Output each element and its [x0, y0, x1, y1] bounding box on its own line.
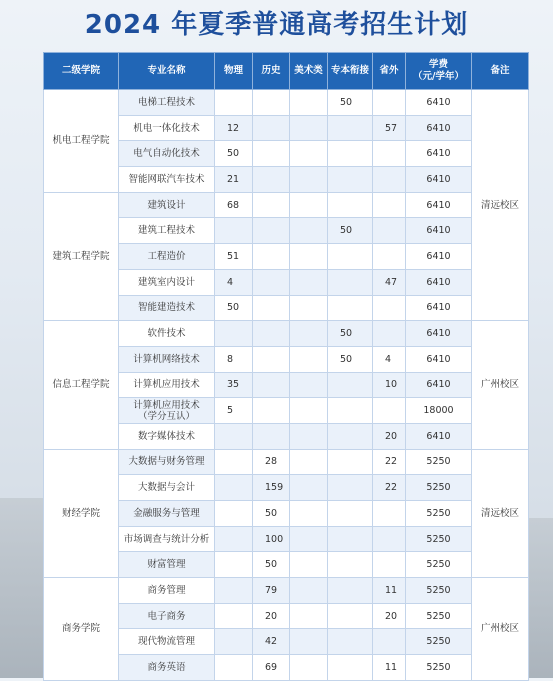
- history-cell: [253, 218, 290, 244]
- transfer-cell: [328, 192, 373, 218]
- outside-cell: 57: [373, 115, 406, 141]
- transfer-cell: [328, 372, 373, 398]
- history-cell: [253, 372, 290, 398]
- physics-cell: [215, 552, 253, 578]
- art-cell: [290, 295, 328, 321]
- table-row: [44, 578, 529, 604]
- history-cell: 50: [253, 501, 290, 527]
- outside-cell: 11: [373, 578, 406, 604]
- physics-cell: [215, 578, 253, 604]
- campus-note-cell: 广州校区: [472, 321, 529, 449]
- outside-cell: [373, 398, 406, 424]
- header-college: 二级学院: [44, 53, 119, 90]
- outside-cell: 11: [373, 655, 406, 681]
- physics-cell: [215, 603, 253, 629]
- outside-cell: [373, 218, 406, 244]
- fee-cell: 18000: [406, 398, 472, 424]
- physics-cell: [215, 449, 253, 475]
- art-cell: [290, 655, 328, 681]
- physics-cell: [215, 218, 253, 244]
- history-cell: [253, 346, 290, 372]
- major-cell: 建筑设计: [119, 192, 215, 218]
- history-cell: 79: [253, 578, 290, 604]
- physics-cell: [215, 475, 253, 501]
- history-cell: [253, 192, 290, 218]
- transfer-cell: [328, 115, 373, 141]
- history-cell: 159: [253, 475, 290, 501]
- header-physics: 物理: [215, 53, 253, 90]
- college-cell: 财经学院: [44, 449, 119, 577]
- campus-note-cell: 广州校区: [472, 578, 529, 681]
- fee-cell: 5250: [406, 603, 472, 629]
- art-cell: [290, 346, 328, 372]
- major-cell: 机电一体化技术: [119, 115, 215, 141]
- major-cell: 现代物流管理: [119, 629, 215, 655]
- fee-cell: 6410: [406, 141, 472, 167]
- art-cell: [290, 398, 328, 424]
- fee-cell: 5250: [406, 629, 472, 655]
- transfer-cell: 50: [328, 90, 373, 116]
- history-cell: 20: [253, 603, 290, 629]
- art-cell: [290, 141, 328, 167]
- history-cell: 42: [253, 629, 290, 655]
- college-cell: 商务学院: [44, 578, 119, 681]
- outside-cell: [373, 90, 406, 116]
- art-cell: [290, 629, 328, 655]
- outside-cell: [373, 244, 406, 270]
- transfer-cell: [328, 244, 373, 270]
- outside-cell: [373, 501, 406, 527]
- fee-cell: 5250: [406, 449, 472, 475]
- outside-cell: 47: [373, 269, 406, 295]
- outside-cell: [373, 295, 406, 321]
- major-cell: 市场调查与统计分析: [119, 526, 215, 552]
- major-cell: 智能建造技术: [119, 295, 215, 321]
- header-history: 历史: [253, 53, 290, 90]
- major-cell: 商务管理: [119, 578, 215, 604]
- fee-cell: 5250: [406, 475, 472, 501]
- major-cell: 数字媒体技术: [119, 423, 215, 449]
- table-row: [44, 449, 529, 475]
- outside-cell: 20: [373, 423, 406, 449]
- major-cell: 工程造价: [119, 244, 215, 270]
- history-cell: [253, 321, 290, 347]
- outside-cell: 10: [373, 372, 406, 398]
- fee-cell: 5250: [406, 526, 472, 552]
- physics-cell: 50: [215, 141, 253, 167]
- history-cell: [253, 423, 290, 449]
- history-cell: [253, 141, 290, 167]
- outside-cell: [373, 629, 406, 655]
- fee-cell: 6410: [406, 90, 472, 116]
- header-outside: 省外: [373, 53, 406, 90]
- fee-cell: 6410: [406, 321, 472, 347]
- college-cell: 机电工程学院: [44, 90, 119, 193]
- transfer-cell: [328, 398, 373, 424]
- transfer-cell: [328, 141, 373, 167]
- transfer-cell: [328, 269, 373, 295]
- fee-cell: 6410: [406, 372, 472, 398]
- art-cell: [290, 372, 328, 398]
- physics-cell: 51: [215, 244, 253, 270]
- transfer-cell: [328, 423, 373, 449]
- major-cell: 商务英语: [119, 655, 215, 681]
- outside-cell: [373, 552, 406, 578]
- table-header-row: [44, 53, 529, 90]
- art-cell: [290, 321, 328, 347]
- outside-cell: [373, 526, 406, 552]
- table-row: [44, 192, 529, 218]
- transfer-cell: [328, 501, 373, 527]
- history-cell: [253, 398, 290, 424]
- art-cell: [290, 115, 328, 141]
- header-major: 专业名称: [119, 53, 215, 90]
- header-transfer: 专本衔接: [328, 53, 373, 90]
- fee-cell: 5250: [406, 552, 472, 578]
- transfer-cell: [328, 578, 373, 604]
- physics-cell: [215, 501, 253, 527]
- history-cell: [253, 244, 290, 270]
- history-cell: [253, 90, 290, 116]
- major-cell: 计算机应用技术 （学分互认）: [119, 398, 215, 424]
- history-cell: [253, 115, 290, 141]
- art-cell: [290, 526, 328, 552]
- major-cell: 电气自动化技术: [119, 141, 215, 167]
- fee-cell: 6410: [406, 423, 472, 449]
- physics-cell: 35: [215, 372, 253, 398]
- physics-cell: [215, 90, 253, 116]
- major-cell: 智能网联汽车技术: [119, 167, 215, 193]
- fee-cell: 6410: [406, 192, 472, 218]
- transfer-cell: [328, 655, 373, 681]
- physics-cell: 4: [215, 269, 253, 295]
- outside-cell: 4: [373, 346, 406, 372]
- history-cell: 28: [253, 449, 290, 475]
- fee-cell: 6410: [406, 115, 472, 141]
- fee-cell: 6410: [406, 244, 472, 270]
- transfer-cell: [328, 475, 373, 501]
- physics-cell: 12: [215, 115, 253, 141]
- history-cell: 50: [253, 552, 290, 578]
- transfer-cell: [328, 295, 373, 321]
- major-cell: 建筑工程技术: [119, 218, 215, 244]
- enrollment-plan-table: [43, 52, 529, 681]
- college-cell: 建筑工程学院: [44, 192, 119, 320]
- outside-cell: [373, 141, 406, 167]
- header-note: 备注: [472, 53, 529, 90]
- transfer-cell: [328, 629, 373, 655]
- major-cell: 大数据与财务管理: [119, 449, 215, 475]
- transfer-cell: [328, 552, 373, 578]
- table-row: [44, 321, 529, 347]
- transfer-cell: 50: [328, 346, 373, 372]
- major-cell: 金融服务与管理: [119, 501, 215, 527]
- fee-cell: 6410: [406, 269, 472, 295]
- table-row: [44, 90, 529, 116]
- art-cell: [290, 423, 328, 449]
- physics-cell: [215, 629, 253, 655]
- major-cell: 计算机应用技术: [119, 372, 215, 398]
- physics-cell: [215, 526, 253, 552]
- history-cell: [253, 269, 290, 295]
- fee-cell: 5250: [406, 655, 472, 681]
- physics-cell: [215, 655, 253, 681]
- major-cell: 财富管理: [119, 552, 215, 578]
- physics-cell: [215, 321, 253, 347]
- art-cell: [290, 603, 328, 629]
- outside-cell: [373, 321, 406, 347]
- major-cell: 电梯工程技术: [119, 90, 215, 116]
- art-cell: [290, 218, 328, 244]
- major-cell: 电子商务: [119, 603, 215, 629]
- major-cell: 大数据与会计: [119, 475, 215, 501]
- transfer-cell: [328, 449, 373, 475]
- transfer-cell: [328, 526, 373, 552]
- outside-cell: [373, 192, 406, 218]
- art-cell: [290, 192, 328, 218]
- outside-cell: 22: [373, 449, 406, 475]
- campus-note-cell: 清远校区: [472, 449, 529, 577]
- transfer-cell: 50: [328, 321, 373, 347]
- physics-cell: 8: [215, 346, 253, 372]
- college-cell: 信息工程学院: [44, 321, 119, 449]
- major-cell: 计算机网络技术: [119, 346, 215, 372]
- art-cell: [290, 501, 328, 527]
- fee-cell: 6410: [406, 218, 472, 244]
- art-cell: [290, 552, 328, 578]
- transfer-cell: [328, 167, 373, 193]
- art-cell: [290, 167, 328, 193]
- major-cell: 建筑室内设计: [119, 269, 215, 295]
- header-art: 美术类: [290, 53, 328, 90]
- fee-cell: 5250: [406, 501, 472, 527]
- transfer-cell: 50: [328, 218, 373, 244]
- history-cell: 100: [253, 526, 290, 552]
- physics-cell: 21: [215, 167, 253, 193]
- campus-note-cell: 清远校区: [472, 90, 529, 321]
- art-cell: [290, 269, 328, 295]
- header-fee: 学费 （元/学年）: [406, 53, 472, 90]
- enrollment-table-container: [43, 52, 528, 681]
- fee-cell: 5250: [406, 578, 472, 604]
- history-cell: [253, 295, 290, 321]
- art-cell: [290, 449, 328, 475]
- history-cell: 69: [253, 655, 290, 681]
- art-cell: [290, 475, 328, 501]
- art-cell: [290, 244, 328, 270]
- major-cell: 软件技术: [119, 321, 215, 347]
- art-cell: [290, 90, 328, 116]
- outside-cell: 20: [373, 603, 406, 629]
- fee-cell: 6410: [406, 295, 472, 321]
- transfer-cell: [328, 603, 373, 629]
- art-cell: [290, 578, 328, 604]
- fee-cell: 6410: [406, 346, 472, 372]
- outside-cell: 22: [373, 475, 406, 501]
- fee-cell: 6410: [406, 167, 472, 193]
- physics-cell: 68: [215, 192, 253, 218]
- history-cell: [253, 167, 290, 193]
- physics-cell: 5: [215, 398, 253, 424]
- physics-cell: [215, 423, 253, 449]
- outside-cell: [373, 167, 406, 193]
- physics-cell: 50: [215, 295, 253, 321]
- page-title: 2024 年夏季普通高考招生计划: [84, 10, 469, 40]
